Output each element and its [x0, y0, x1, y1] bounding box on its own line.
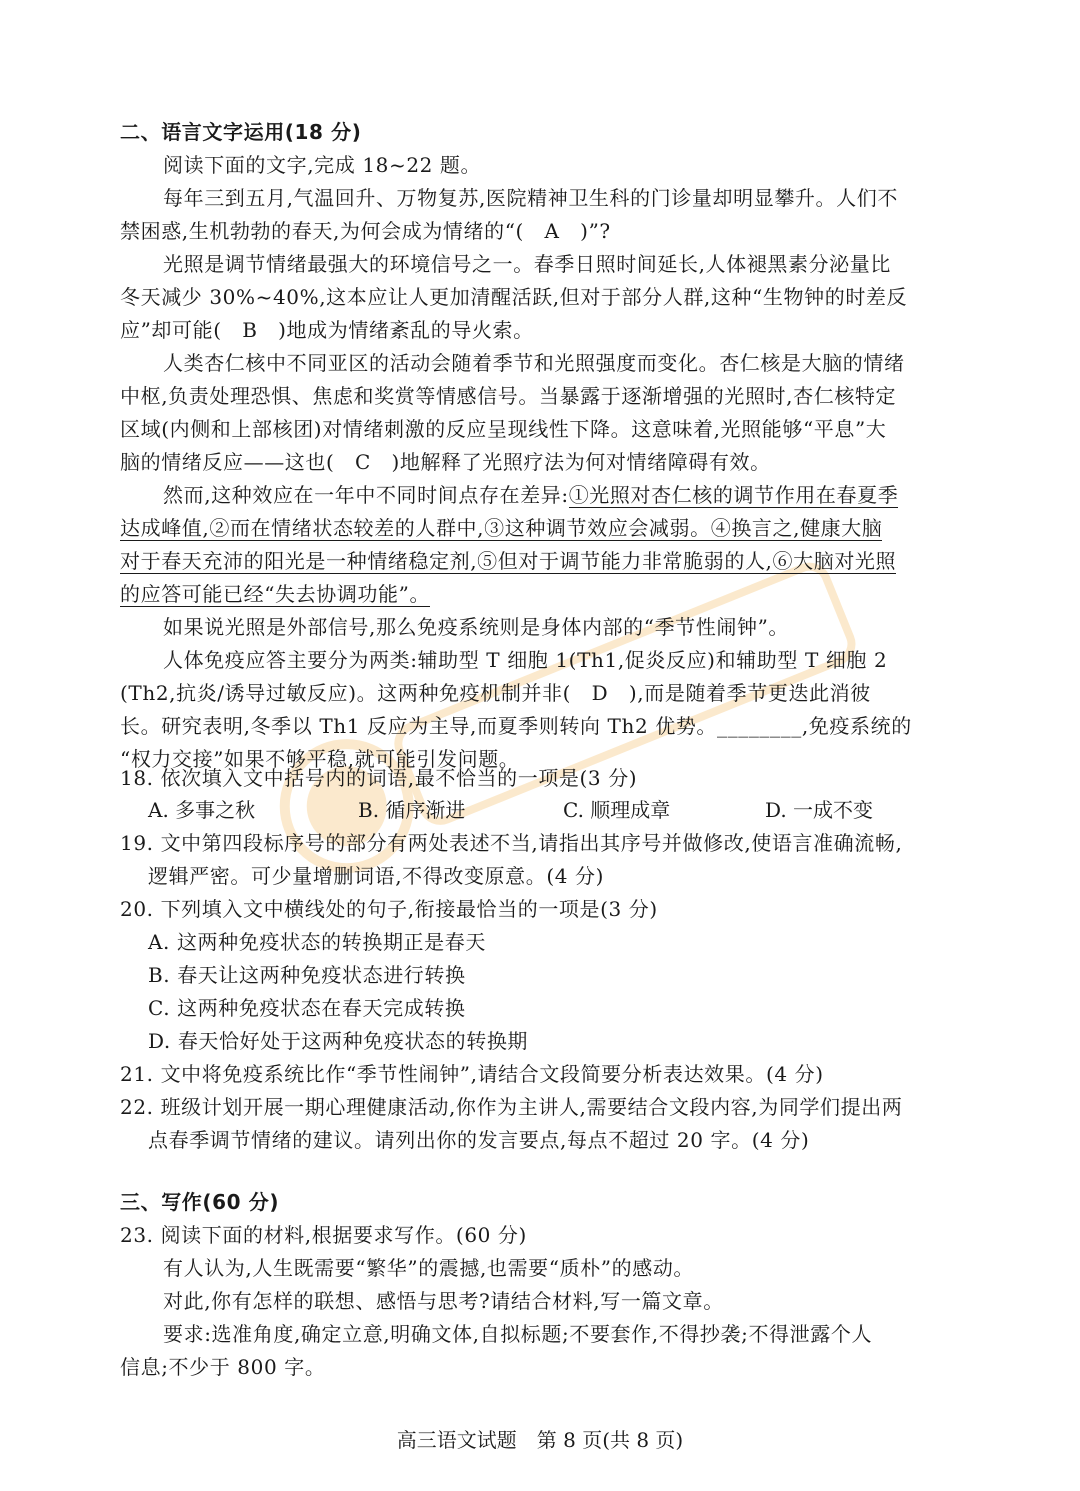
- passage-line: 每年三到五月,气温回升、万物复苏,医院精神卫生科的门诊量却明显攀升。人们不: [163, 186, 898, 210]
- passage-line: 应”却可能( B )地成为情绪紊乱的导火索。: [120, 318, 534, 342]
- option-a: A. 多事之秋: [148, 798, 256, 822]
- q20-option-d: D. 春天恰好处于这两种免疫状态的转换期: [148, 1029, 529, 1053]
- passage-line: 长。研究表明,冬季以 Th1 反应为主导,而夏季则转向 Th2 优势。________,免疫系统的: [120, 714, 912, 738]
- question-19: 19. 文中第四段标序号的部分有两处表述不当,请指出其序号并做修改,使语言准确流畅,: [120, 831, 903, 855]
- passage-line: 禁困惑,生机勃勃的春天,为何会成为情绪的“( A )”?: [120, 219, 611, 243]
- passage-line: 脑的情绪反应——这也( C )地解释了光照疗法为何对情绪障碍有效。: [120, 450, 771, 474]
- option-b: B. 循序渐进: [358, 798, 466, 822]
- option-c: C. 顺理成章: [563, 798, 671, 822]
- question-23: 23. 阅读下面的材料,根据要求写作。(60 分): [120, 1223, 527, 1247]
- passage-line: [120, 545, 960, 577]
- underlined-text: ①光照对杏仁核的调节作用在春夏季: [568, 483, 899, 507]
- underlined-text: 的应答可能已经“失去协调功能”。: [120, 582, 431, 606]
- q20-option-a: A. 这两种免疫状态的转换期正是春天: [148, 930, 486, 954]
- q18-options: [148, 794, 960, 826]
- passage-line: [120, 512, 960, 544]
- passage-line: 如果说光照是外部信号,那么免疫系统则是身体内部的“季节性闹钟”。: [163, 615, 790, 639]
- question-20: 20. 下列填入文中横线处的句子,衔接最恰当的一项是(3 分): [120, 897, 658, 921]
- q20-option-c: C. 这两种免疫状态在春天完成转换: [148, 996, 466, 1020]
- passage-line: “权力交接”如果不够平稳,就可能引发问题。: [120, 747, 520, 771]
- question-22-cont: 点春季调节情绪的建议。请列出你的发言要点,每点不超过 20 字。(4 分): [148, 1128, 810, 1152]
- question-19-cont: 逻辑严密。可少量增删词语,不得改变原意。(4 分): [148, 864, 605, 888]
- writing-requirements-cont: 信息;不少于 800 字。: [120, 1355, 326, 1379]
- question-22: 22. 班级计划开展一期心理健康活动,你作为主讲人,需要结合文段内容,为同学们提出两: [120, 1095, 903, 1119]
- passage-line: (Th2,抗炎/诱导过敏反应)。这两种免疫机制并非( D ),而是随着季节更迭此消彼: [120, 681, 871, 705]
- writing-requirements: 要求:选准角度,确定立意,明确文体,自拟标题;不要套作,不得抄袭;不得泄露个人: [163, 1322, 873, 1346]
- question-18: 18. 依次填入文中括号内的词语,最不恰当的一项是(3 分): [120, 766, 638, 790]
- passage-line: 人体免疫应答主要分为两类:辅助型 T 细胞 1(Th1,促炎反应)和辅助型 T 细胞 2: [163, 648, 888, 672]
- passage-line: [120, 578, 960, 610]
- passage-text: 然而,这种效应在一年中不同时间点存在差异:: [163, 483, 569, 507]
- writing-material: 有人认为,人生既需要“繁华”的震撼,也需要“质朴”的感动。: [163, 1256, 695, 1280]
- section-heading: 二、语言文字运用(18 分): [120, 120, 362, 144]
- q20-option-b: B. 春天让这两种免疫状态进行转换: [148, 963, 466, 987]
- passage-line: 人类杏仁核中不同亚区的活动会随着季节和光照强度而变化。杏仁核是大脑的情绪: [163, 351, 905, 375]
- passage-line: [163, 479, 960, 511]
- question-21: 21. 文中将免疫系统比作“季节性闹钟”,请结合文段简要分析表达效果。(4 分): [120, 1062, 824, 1086]
- reading-instruction: 阅读下面的文字,完成 18~22 题。: [163, 153, 482, 177]
- page-footer: 高三语文试题 第 8 页(共 8 页): [396, 1428, 684, 1452]
- passage-line: 区域(内侧和上部核团)对情绪刺激的反应呈现线性下降。这意味着,光照能够“平息”大: [120, 417, 887, 441]
- passage-line: 冬天减少 30%~40%,这本应让人更加清醒活跃,但对于部分人群,这种“生物钟的时差反: [120, 285, 908, 309]
- underlined-text: 达成峰值,②而在情绪状态较差的人群中,③这种调节效应会减弱。④换言之,健康大脑: [120, 516, 883, 540]
- underlined-text: 对于春天充沛的阳光是一种情绪稳定剂,⑤但对于调节能力非常脆弱的人,⑥大脑对光照: [120, 549, 897, 573]
- passage-line: 中枢,负责处理恐惧、焦虑和奖赏等情感信号。当暴露于逐渐增强的光照时,杏仁核特定: [120, 384, 897, 408]
- passage-line: 光照是调节情绪最强大的环境信号之一。春季日照时间延长,人体褪黑素分泌量比: [163, 252, 891, 276]
- writing-prompt: 对此,你有怎样的联想、感悟与思考?请结合材料,写一篇文章。: [163, 1289, 724, 1313]
- section-heading: 三、写作(60 分): [120, 1190, 280, 1214]
- option-d: D. 一成不变: [765, 798, 874, 822]
